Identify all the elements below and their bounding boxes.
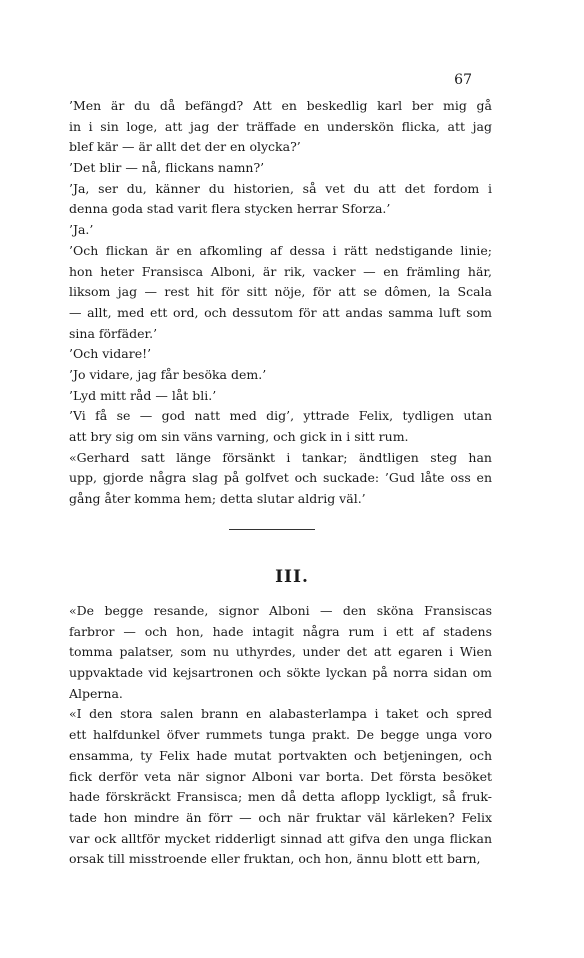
paragraph — [69, 448, 492, 510]
text-line: ’Och vidare!’ — [69, 346, 152, 362]
paragraph — [69, 406, 492, 447]
paragraph — [69, 601, 492, 704]
text-line: ’Vi få se — god natt med dig’, yttrade Felix, tydligen utan — [69, 408, 492, 424]
text-line: liksom jag — rest hit för sitt nöje, för att se dômen, la Scala — [69, 284, 492, 300]
text-line: «I den stora salen brann en alabasterlampa i taket och spred — [69, 706, 492, 722]
text-line: ensamma, ty Felix hade mutat portvakten och betjeningen, och — [69, 747, 492, 763]
text-block-before-section — [69, 96, 492, 510]
text-line: var ock alltför mycket ridderligt sinnad att gifva den unga flickan — [69, 830, 492, 846]
text-line: hon heter Fransisca Alboni, är rik, vacker — en främling här, — [69, 263, 492, 279]
text-line: tade hon mindre än förr — och när fruktar väl kärleken? Felix — [69, 809, 492, 825]
paragraph — [69, 220, 492, 241]
text-line: ’Jo vidare, jag får besöka dem.’ — [69, 366, 267, 382]
paragraph — [69, 386, 492, 407]
section-divider — [229, 529, 315, 530]
text-line: orsak till misstroende eller fruktan, och hon, ännu blott ett barn, — [69, 851, 481, 867]
text-line: hade förskräckt Fransisca; men då detta aflopp lyckligt, så fruk- — [69, 789, 492, 805]
text-line: fick derför veta när signor Alboni var borta. Det första besöket — [69, 768, 492, 784]
paragraph — [69, 179, 492, 220]
text-line: in i sin loge, att jag der träffade en underskön flicka, att jag — [69, 118, 492, 134]
text-line: denna goda stad varit flera stycken herrar Sforza.’ — [69, 201, 391, 217]
text-line: Alperna. — [69, 685, 123, 701]
text-line: ett halfdunkel öfver rummets tunga prakt. De begge unga voro — [69, 727, 492, 743]
text-block-after-section — [69, 601, 492, 870]
page-number: 67 — [454, 72, 472, 88]
paragraph — [69, 241, 492, 344]
paragraph — [69, 96, 492, 158]
text-line: uppvaktade vid kejsartronen och sökte lyckan på norra sidan om — [69, 665, 492, 681]
text-line: ’Och flickan är en afkomling af dessa i rätt nedstigande linie; — [69, 242, 492, 258]
paragraph — [69, 365, 492, 386]
text-line: blef kär — är allt det der en olycka?’ — [69, 139, 301, 155]
text-line: ’Men är du då befängd? Att en beskedlig karl ber mig gå — [69, 98, 492, 113]
text-line: «Gerhard satt länge försänkt i tankar; ändtligen steg han — [69, 449, 492, 465]
text-line: «De begge resande, signor Alboni — den sköna Fransiscas — [69, 603, 492, 618]
paragraph — [69, 344, 492, 365]
text-line: upp, gjorde några slag på golfvet och suckade: ’Gud låte oss en — [69, 470, 492, 486]
text-line: ’Det blir — nå, flickans namn?’ — [69, 160, 265, 176]
paragraph — [69, 704, 492, 870]
paragraph — [69, 158, 492, 179]
section-heading: III. — [275, 567, 309, 587]
text-line: — allt, med ett ord, och dessutom för att andas samma luft som — [69, 304, 492, 320]
text-line: ’Ja, ser du, känner du historien, så vet du att det fordom i — [69, 180, 492, 196]
text-line: tomma palatser, som nu uthyrdes, under det att egaren i Wien — [69, 644, 492, 660]
text-line: ’Lyd mitt råd — låt bli.’ — [69, 387, 217, 403]
text-line: gång åter komma hem; detta slutar aldrig väl.’ — [69, 491, 366, 507]
text-line: sina förfäder.’ — [69, 325, 158, 341]
text-line: att bry sig om sin väns varning, och gick in i sitt rum. — [69, 429, 409, 444]
text-line: ’Ja.’ — [69, 222, 94, 238]
text-line: farbror — och hon, hade intagit några rum i ett af stadens — [69, 623, 492, 639]
